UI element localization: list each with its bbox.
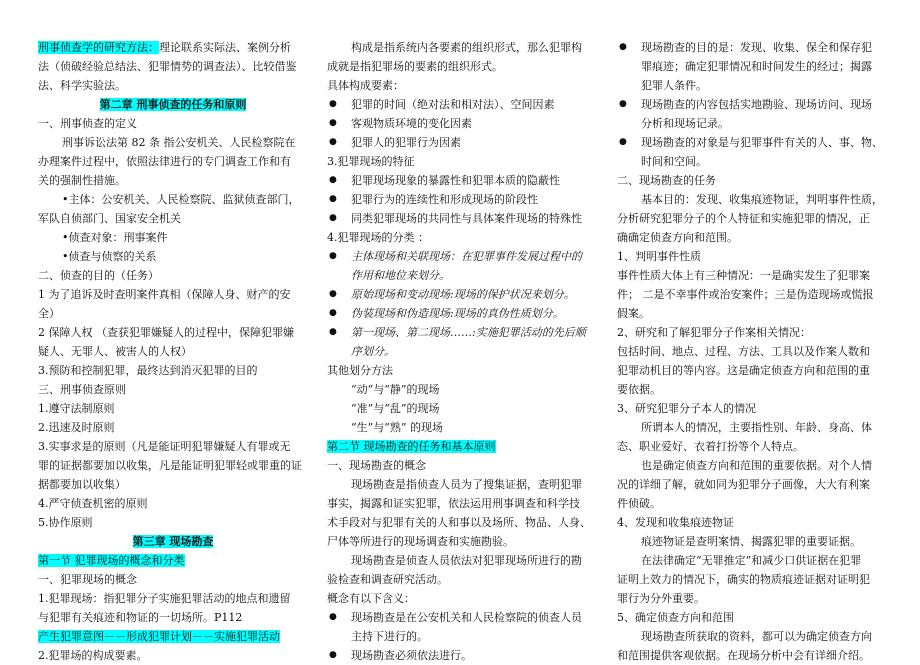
text-line: 犯罪人条件。: [641, 79, 707, 92]
text-line: 5、确定侦查方向和范围: [617, 611, 734, 624]
text-line: 罪行为分外重要。: [617, 592, 705, 605]
text-line: 1.遵守法制原则: [38, 402, 115, 415]
bullet-item: ● 原始现场和变动现场:现场的保护状况来划分。: [327, 285, 599, 304]
text-line: “生”与“熟” 的现场: [351, 421, 443, 434]
text-line: 法（侦破经验总结法、犯罪情势的调查法）、比较借鉴: [38, 60, 297, 73]
text-line: 件； 二是不幸事件或治安案件；三是伪造现场或慌报: [617, 288, 874, 301]
text-line: 在法律确定“无罪推定”和减少口供证据在犯罪: [641, 554, 862, 567]
section-heading: 二、现场勘查的任务: [617, 174, 716, 187]
bullet-item: ● 现场勘查是在公安机关和人民检察院的侦查人员: [327, 608, 599, 627]
text-line: 时间和空间。: [641, 155, 707, 168]
text-line: 疑人、无罪人、被害人的人权）: [38, 345, 192, 358]
text-line: 分析研究犯罪分子的个人特征和实施犯罪的情况，正: [617, 212, 870, 225]
text-line: 罪痕迹；确定犯罪情况和时间发生的经过；揭露: [641, 60, 872, 73]
text-line: 况的详细了解，就如同为犯罪分子画像，大大有利案: [617, 478, 870, 491]
bullet-item: ● 现场勘查的内容包括实地勘验、现场访问、现场: [617, 95, 889, 114]
text-line: 2 保障人权 （查获犯罪嫌疑人的过程中，保障犯罪嫌: [38, 326, 294, 339]
column-left: [38, 38, 308, 665]
text-line: 1 为了追诉及时查明案件真相（保障人身、财产的安: [38, 288, 291, 301]
text-line: 具体构成要素：: [327, 79, 404, 92]
section-title-1: 第一节 犯罪现场的概念和分类: [38, 554, 185, 567]
text-line: 主持下进行的。: [351, 630, 428, 643]
section-heading: 三、刑事侦查原则: [38, 383, 126, 396]
text-line: 证明上效力的情况下，确实的物质痕迹证据对证明犯: [617, 573, 870, 586]
text-line: 术手段对与犯罪有关的人和事以及场所、物品、人身、: [327, 516, 591, 529]
text-line: 3.犯罪现场的特征: [327, 155, 415, 168]
text-line: 现场勘查是侦查人员依法对犯罪现场所进行的勘: [351, 554, 582, 567]
section-title-2: 第二节 现场勘查的任务和基本原则: [327, 440, 496, 453]
text-line: 现场勘查是指侦查人员为了搜集证据，查明犯罪: [351, 478, 582, 491]
text-line: 刑事侦查学的研究方法：理论联系实际法、案例分析: [38, 41, 291, 54]
bullet-item: ● 第一现场、第二现场……:实施犯罪活动的先后顺: [327, 323, 599, 342]
text-line: 据都要加以收集）: [38, 478, 126, 491]
text-line: 与犯罪有关痕迹和物证的一切场所。P112: [38, 611, 243, 624]
bullet-line: •主体：公安机关、人民检察院、监狱侦查部门，: [62, 193, 300, 206]
bullet-line: •侦查与侦察的关系: [62, 250, 157, 263]
bullet-item: ● 犯罪人的犯罪行为因素: [327, 133, 599, 152]
bullet-item: ● 犯罪行为的连续性和形成现场的阶段性: [327, 190, 599, 209]
text-line: 刑事诉讼法第 82 条 指公安机关、人民检察院在: [62, 136, 296, 149]
bullet-item: ● 主体现场和关联现场：在犯罪事件发展过程中的: [327, 247, 599, 266]
text-line: 军队自侦部门、国家安全机关: [38, 212, 181, 225]
section-heading: 一、犯罪现场的概念: [38, 573, 137, 586]
text-line: 5.协作原则: [38, 516, 93, 529]
text-line: 要依据。: [617, 383, 661, 396]
text-line: 所谓本人的情况，主要指性别、年龄、身高、体: [641, 421, 872, 434]
bullet-item: ● 现场勘查的目的是：发现、收集、保全和保存犯: [617, 38, 889, 57]
text-line: 3.预防和控制犯罪，最终达到消灭犯罪的目的: [38, 364, 258, 377]
bullet-item: ● 同类犯罪现场的共同性与具体案件现场的特殊性: [327, 209, 599, 228]
text-line: 1、判明事件性质: [617, 250, 701, 263]
chapter-heading-2: 第二章 刑事侦查的任务和原则: [99, 98, 247, 111]
bullet-item: ● 客观物质环境的变化因素: [327, 114, 599, 133]
text-line: 2.犯罪场的构成要素。: [38, 649, 148, 662]
text-line: 全）: [38, 307, 60, 320]
text-line: 2、研究和了解犯罪分子作案相关情况：: [617, 326, 811, 339]
chapter-heading-3: 第三章 现场勘查: [132, 535, 214, 548]
text-line: 事实，揭露和证实犯罪，依法运用刑事调查和科学技: [327, 497, 580, 510]
bullet-item: ● 现场勘查的对象是与犯罪事件有关的人、事、物、: [617, 133, 889, 152]
text-line: 确确定侦查方向和范围。: [617, 231, 738, 244]
text-line: 4.严守侦查机密的原则: [38, 497, 148, 510]
bullet-line: •侦查对象：刑事案件: [62, 231, 168, 244]
column-middle: [327, 38, 599, 665]
text-line: 假案。: [617, 307, 650, 320]
section-heading: 一、刑事侦查的定义: [38, 117, 137, 130]
text-line: 包括时间、地点、过程、方法、工具以及作案人数和: [617, 345, 870, 358]
section-heading: 二、侦查的目的（任务）: [38, 269, 159, 282]
text-line: 4、发现和收集痕迹物证: [617, 516, 734, 529]
text-line: 现场勘查所获取的资料，都可以为确定侦查方向: [641, 630, 872, 643]
text-line: 分析和现场记录。: [641, 117, 729, 130]
text-line: 1.犯罪现场：指犯罪分子实施犯罪活动的地点和遗留: [38, 592, 291, 605]
text-line: 作用和地位来划分。: [351, 269, 450, 282]
text-line: 其他划分方法: [327, 364, 393, 377]
bullet-item: ● 犯罪的时间（绝对法和相对法）、空间因素: [327, 95, 599, 114]
text-line: 尸体等所进行的现场调查和实施勘验。: [327, 535, 514, 548]
section-heading: 一、现场勘查的概念: [327, 459, 426, 472]
text-line: 件侦破。: [617, 497, 661, 510]
text-line: 也是确定侦查方向和范围的重要依据。对个人情: [641, 459, 872, 472]
text-line: 和范围提供客观依据。在现场分析中会有详细介绍。: [617, 649, 870, 662]
text-line: “准”与“乱”的现场: [351, 402, 440, 415]
text-line: 关的强制性措施。: [38, 174, 126, 187]
text-line: 犯罪动机目的等内容。这是确定侦查方向和范围的重: [617, 364, 870, 377]
text-line: 基本目的：发现、收集痕迹物证，判明事件性质，: [641, 193, 883, 206]
text-line: 3.实事求是的原则（凡是能证明犯罪嫌疑人有罪或无: [38, 440, 291, 453]
bullet-item: ● 犯罪现场现象的暴露性和犯罪本质的隐蔽性: [327, 171, 599, 190]
text-line: 罪的证据都要加以收集，凡是能证明犯罪轻或罪重的证: [38, 459, 302, 472]
text-line: 序划分。: [351, 345, 395, 358]
text-line: 概念有以下含义：: [327, 592, 415, 605]
highlighted-line: 产生犯罪意图－－形成犯罪计划－－实施犯罪活动: [38, 630, 280, 643]
text-line: 法、科学实验法。: [38, 79, 126, 92]
bullet-item: ● 现场勘查必须依法进行。: [327, 646, 599, 665]
text-line: 态、职业爱好、衣着打扮等个人特点。: [617, 440, 804, 453]
column-right: [617, 38, 889, 665]
text-line: 3、研究犯罪分子本人的情况: [617, 402, 756, 415]
bullet-item: ● 伪装现场和伪造现场:现场的真伪性质划分。: [327, 304, 599, 323]
highlighted-phrase: 刑事侦查学的研究方法：: [38, 41, 159, 54]
text-line: 痕迹物证是查明案情、揭露犯罪的重要证据。: [641, 535, 861, 548]
text-line: 验检查和调查研究活动。: [327, 573, 448, 586]
text-line: 成就是指犯罪场的要素的组织形式。: [327, 60, 503, 73]
text-line: 2.迅速及时原则: [38, 421, 115, 434]
text-line: “动”与“静”的现场: [351, 383, 440, 396]
text-line: 办理案件过程中，依照法律进行的专门调查工作和有: [38, 155, 291, 168]
text-line: 构成是指系统内各要素的组织形式，那么犯罪构: [351, 41, 582, 54]
text-line: 事件性质大体上有三种情况：一是确实发生了犯罪案: [617, 269, 870, 282]
text-line: 4.犯罪现场的分类 ：: [327, 231, 429, 244]
